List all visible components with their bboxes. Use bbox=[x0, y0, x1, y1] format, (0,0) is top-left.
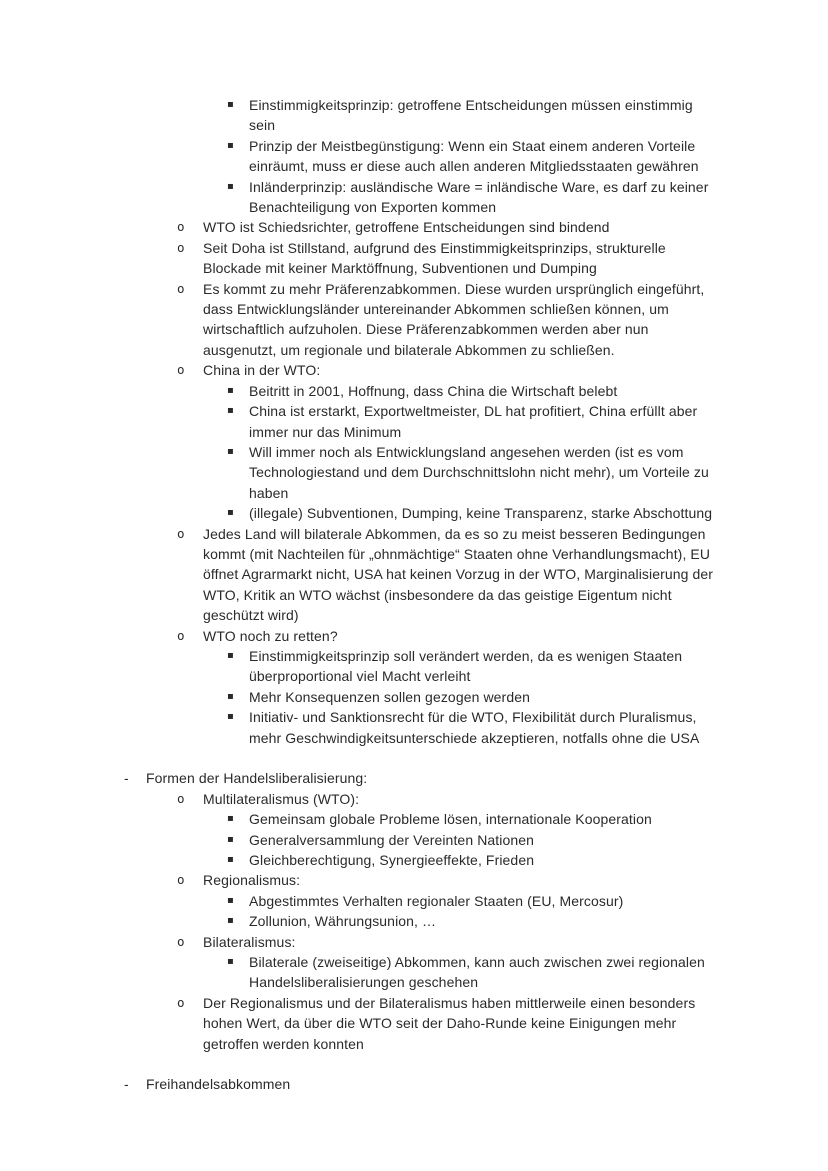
circle-bullet-icon: o bbox=[177, 525, 185, 541]
square-bullet-icon: ▪ bbox=[227, 180, 234, 192]
square-bullet-icon: ▪ bbox=[227, 854, 234, 866]
circle-bullet-icon: o bbox=[177, 933, 185, 949]
circle-bullet-icon: o bbox=[177, 994, 185, 1010]
text-line: China ist erstarkt, Exportweltmeister, DL hat profitiert, China erfüllt aber bbox=[249, 403, 698, 420]
list-item-text bbox=[203, 524, 718, 626]
list-item bbox=[0, 360, 718, 380]
circle-bullet-icon: o bbox=[177, 362, 185, 378]
circle-bullet-icon: o bbox=[177, 280, 185, 296]
square-bullet-icon: ▪ bbox=[227, 711, 234, 723]
dash-bullet-icon: - bbox=[124, 770, 129, 787]
list-item bbox=[0, 952, 718, 993]
dash-bullet-icon: - bbox=[124, 1076, 129, 1093]
list-item-text bbox=[203, 626, 718, 646]
square-bullet-icon: ▪ bbox=[227, 405, 234, 417]
text-line: Der Regionalismus und der Bilateralismus haben mittlerweile einen besonders bbox=[203, 994, 696, 1011]
paragraph-spacer bbox=[0, 1054, 718, 1074]
text-line: WTO, Kritik an WTO wächst (insbesondere da das geistige Eigentum nicht bbox=[203, 586, 672, 603]
list-item-text bbox=[203, 870, 718, 890]
circle-bullet-icon: o bbox=[177, 872, 185, 888]
list-item bbox=[0, 789, 718, 809]
list-item bbox=[0, 381, 718, 401]
text-line: dass Entwicklungsländer untereinander Abkommen schließen können, um bbox=[203, 301, 669, 318]
list-item-text bbox=[249, 809, 718, 829]
text-line: Seit Doha ist Stillstand, aufgrund des Einstimmigkeitsprinzips, strukturelle bbox=[203, 239, 666, 256]
list-item bbox=[0, 687, 718, 707]
list-item bbox=[0, 279, 718, 361]
text-line: Abgestimmtes Verhalten regionaler Staaten (EU, Mercosur) bbox=[249, 892, 624, 909]
list-item bbox=[0, 524, 718, 626]
list-item-text bbox=[203, 932, 718, 952]
text-line: Technologiestand und dem Durchschnittslohn nicht mehr), um Vorteile zu bbox=[249, 464, 709, 481]
list-item-text bbox=[203, 238, 718, 279]
list-item-text bbox=[249, 503, 718, 523]
text-line: Regionalismus: bbox=[203, 872, 301, 889]
text-line: öffnet Agrarmarkt nicht, USA hat keinen Vorzug in der WTO, Marginalisierung der bbox=[203, 566, 714, 583]
list-item-text bbox=[249, 911, 718, 931]
list-item bbox=[0, 646, 718, 687]
list-item bbox=[0, 177, 718, 218]
text-line: immer nur das Minimum bbox=[249, 423, 402, 440]
square-bullet-icon: ▪ bbox=[227, 915, 234, 927]
circle-bullet-icon: o bbox=[177, 219, 185, 235]
square-bullet-icon: ▪ bbox=[227, 690, 234, 702]
text-line: Gleichberechtigung, Synergieeffekte, Frieden bbox=[249, 852, 535, 869]
square-bullet-icon: ▪ bbox=[227, 813, 234, 825]
text-line: kommt (mit Nachteilen für „ohnmächtige“ Staaten ohne Verhandlungsmacht), EU bbox=[203, 545, 711, 562]
list-item-text bbox=[249, 95, 718, 136]
paragraph-spacer bbox=[0, 748, 718, 768]
list-item bbox=[0, 503, 718, 523]
text-line: Jedes Land will bilaterale Abkommen, da es so zu meist besseren Bedingungen bbox=[203, 525, 706, 542]
text-line: WTO ist Schiedsrichter, getroffene Entscheidungen sind bindend bbox=[203, 219, 610, 236]
list-item bbox=[0, 993, 718, 1054]
list-item-text bbox=[249, 891, 718, 911]
text-line: mehr Geschwindigkeitsunterschiede akzeptieren, notfalls ohne die USA bbox=[249, 729, 700, 746]
text-line: Formen der Handelsliberalisierung: bbox=[146, 770, 368, 787]
list-item-text bbox=[249, 850, 718, 870]
list-item bbox=[0, 932, 718, 952]
text-line: Mehr Konsequenzen sollen gezogen werden bbox=[249, 688, 530, 705]
text-line: Blockade mit keiner Marktöffnung, Subventionen und Dumping bbox=[203, 260, 597, 277]
list-item bbox=[0, 830, 718, 850]
square-bullet-icon: ▪ bbox=[227, 445, 234, 457]
list-item-text bbox=[203, 360, 718, 380]
list-item bbox=[0, 850, 718, 870]
text-line: Einstimmigkeitsprinzip soll verändert werden, da es wenigen Staaten bbox=[249, 647, 683, 664]
list-item-text bbox=[203, 217, 718, 237]
square-bullet-icon: ▪ bbox=[227, 894, 234, 906]
list-item bbox=[0, 911, 718, 931]
text-line: Einstimmigkeitsprinzip: getroffene Entscheidungen müssen einstimmig bbox=[249, 97, 693, 113]
text-line: China in der WTO: bbox=[203, 362, 321, 379]
list-item-text bbox=[146, 768, 718, 788]
list-item bbox=[0, 442, 718, 503]
list-item bbox=[0, 870, 718, 890]
text-line: Bilateralismus: bbox=[203, 933, 296, 950]
list-item-text bbox=[203, 993, 718, 1054]
list-item-text bbox=[203, 789, 718, 809]
text-line: getroffen werden konnten bbox=[203, 1035, 364, 1052]
circle-bullet-icon: o bbox=[177, 627, 185, 643]
list-item-text bbox=[249, 381, 718, 401]
text-line: wirtschaftlich aufzuholen. Diese Präferenzabkommen werden aber nun bbox=[203, 321, 649, 338]
circle-bullet-icon: o bbox=[177, 239, 185, 255]
text-line: geschützt wird) bbox=[203, 607, 299, 624]
list-item bbox=[0, 95, 718, 136]
text-line: WTO noch zu retten? bbox=[203, 627, 338, 644]
list-item bbox=[0, 707, 718, 748]
square-bullet-icon: ▪ bbox=[227, 99, 234, 110]
text-line: Initiativ- und Sanktionsrecht für die WTO, Flexibilität durch Pluralismus, bbox=[249, 709, 697, 726]
list-item-text bbox=[249, 177, 718, 218]
circle-bullet-icon: o bbox=[177, 790, 185, 806]
text-line: hohen Wert, da über die WTO seit der Daho-Runde keine Einigungen mehr bbox=[203, 1015, 677, 1032]
square-bullet-icon: ▪ bbox=[227, 833, 234, 845]
text-line: Prinzip der Meistbegünstigung: Wenn ein Staat einem anderen Vorteile bbox=[249, 137, 696, 154]
text-line: überproportional viel Macht verleiht bbox=[249, 668, 471, 685]
text-line: ausgenutzt, um regionale und bilaterale Abkommen zu schließen. bbox=[203, 341, 615, 358]
text-line: Beitritt in 2001, Hoffnung, dass China die Wirtschaft belebt bbox=[249, 382, 618, 399]
text-line: Gemeinsam globale Probleme lösen, internationale Kooperation bbox=[249, 811, 652, 828]
list-item-text bbox=[249, 442, 718, 503]
text-line: sein bbox=[249, 117, 276, 134]
text-line: Inländerprinzip: ausländische Ware = inländische Ware, es darf zu keiner bbox=[249, 178, 709, 195]
list-item-text bbox=[249, 830, 718, 850]
text-line: einräumt, muss er diese auch allen anderen Mitgliedsstaaten gewähren bbox=[249, 158, 699, 175]
text-line: Generalversammlung der Vereinten Nationen bbox=[249, 831, 535, 848]
list-item-text bbox=[249, 687, 718, 707]
square-bullet-icon: ▪ bbox=[227, 139, 234, 151]
list-item bbox=[0, 401, 718, 442]
list-item-text bbox=[249, 646, 718, 687]
square-bullet-icon: ▪ bbox=[227, 649, 234, 661]
text-line: haben bbox=[249, 484, 289, 501]
text-line: Zollunion, Währungsunion, … bbox=[249, 913, 437, 930]
list-item-text bbox=[249, 136, 718, 177]
list-item bbox=[0, 891, 718, 911]
list-item-text bbox=[249, 401, 718, 442]
list-item bbox=[0, 809, 718, 829]
text-line: Bilaterale (zweiseitige) Abkommen, kann auch zwischen zwei regionalen bbox=[249, 954, 705, 971]
text-line: Benachteiligung von Exporten kommen bbox=[249, 199, 497, 216]
list-item-text bbox=[146, 1074, 718, 1094]
square-bullet-icon: ▪ bbox=[227, 956, 234, 968]
text-line: Freihandelsabkommen bbox=[146, 1076, 291, 1093]
square-bullet-icon: ▪ bbox=[227, 507, 234, 519]
list-item bbox=[0, 238, 718, 279]
list-item-text bbox=[249, 952, 718, 993]
text-line: (illegale) Subventionen, Dumping, keine Transparenz, starke Abschottung bbox=[249, 505, 713, 522]
square-bullet-icon: ▪ bbox=[227, 384, 234, 396]
list-item bbox=[0, 1074, 718, 1094]
list-item-text bbox=[203, 279, 718, 361]
text-line: Will immer noch als Entwicklungsland angesehen werden (ist es vom bbox=[249, 443, 684, 460]
list-item bbox=[0, 768, 718, 788]
list-item-text bbox=[249, 707, 718, 748]
text-line: Es kommt zu mehr Präferenzabkommen. Diese wurden ursprünglich eingeführt, bbox=[203, 280, 705, 297]
list-item bbox=[0, 217, 718, 237]
list-item bbox=[0, 136, 718, 177]
list-item bbox=[0, 626, 718, 646]
text-line: Handelsliberalisierungen geschehen bbox=[249, 974, 479, 991]
text-line: Multilateralismus (WTO): bbox=[203, 790, 360, 807]
